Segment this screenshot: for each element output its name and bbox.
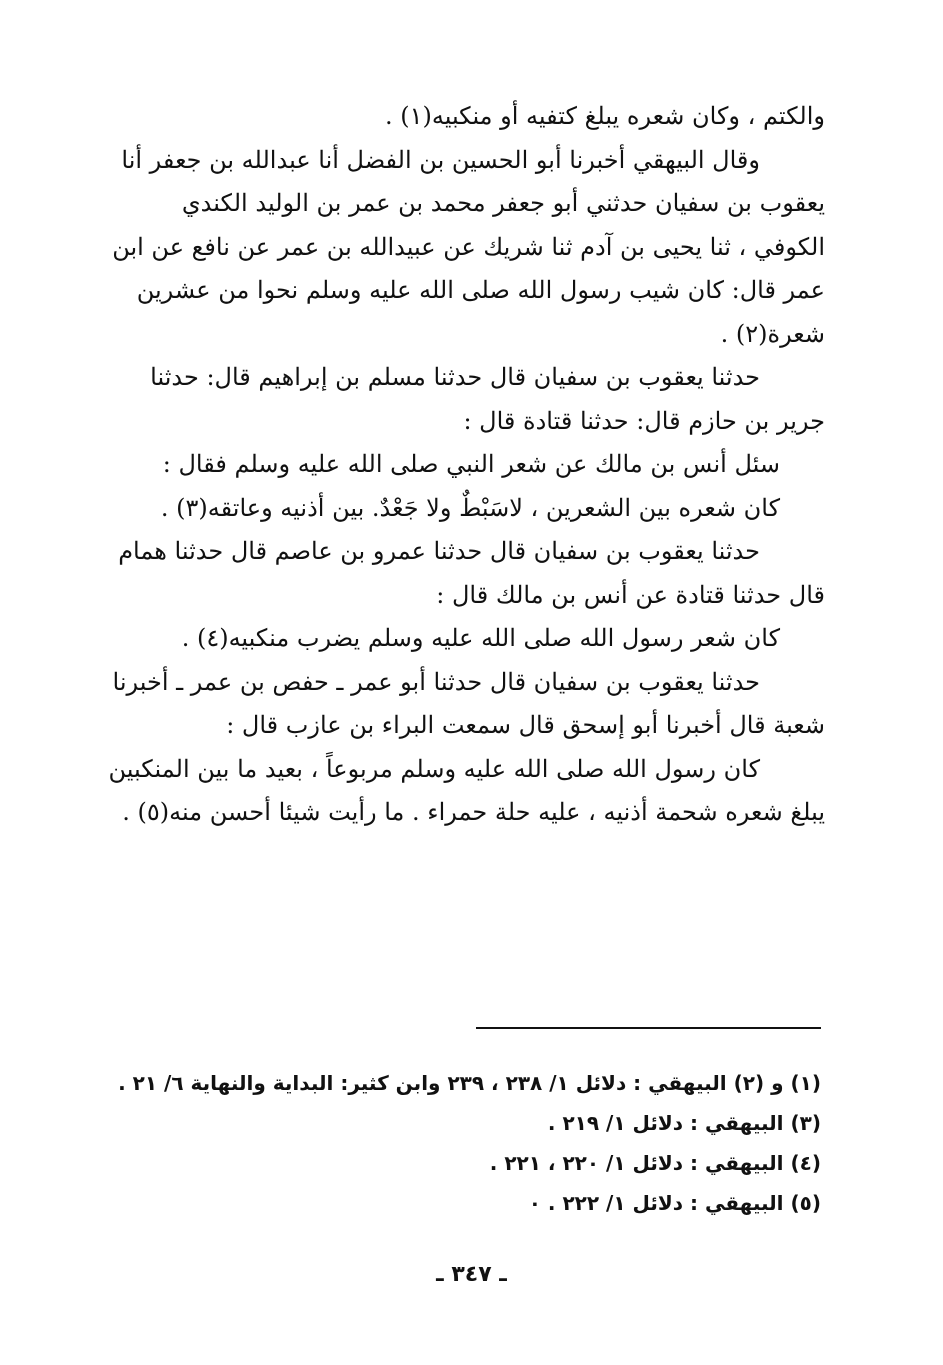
quote-line: كان شعره بين الشعرين ، لاسَبْطٌ ولا جَعْدٌ. بين أذنيه وعاتقه(٣) . <box>160 493 780 522</box>
footnote-item: (٣) البيهقي : دلائل ١/ ٢١٩ . <box>547 1111 821 1135</box>
footnotes-block <box>118 1063 821 1223</box>
text-line: الكوفي ، ثنا يحيى بن آدم ثنا شريك عن عبيدالله بن عمر عن نافع عن ابن <box>112 232 825 261</box>
text-line: شعرة(٢) . <box>720 319 825 348</box>
text-line: حدثنا يعقوب بن سفيان قال حدثنا مسلم بن إبراهيم قال: حدثنا <box>150 363 760 391</box>
text-line: عمر قال: كان شيب رسول الله صلى الله عليه وسلم نحوا من عشرين <box>136 276 825 304</box>
text-line: جرير بن حازم قال: حدثنا قتادة قال : <box>463 406 825 435</box>
text-line: والكتم ، وكان شعره يبلغ كتفيه أو منكبيه(١) . <box>384 102 825 130</box>
footnote-item: (٤) البيهقي : دلائل ١/ ٢٢٠ ، ٢٢١ . <box>489 1151 821 1175</box>
page-number: ـ ٣٤٧ ـ <box>436 1262 507 1287</box>
footnote-item: (١) و (٢) البيهقي : دلائل ١/ ٢٣٨ ، ٢٣٩ وابن كثير: البداية والنهاية ٦/ ٢١ . <box>118 1071 821 1095</box>
main-text-block <box>108 95 825 835</box>
text-line: يعقوب بن سفيان حدثني أبو جعفر محمد بن عمر بن الوليد الكندي <box>181 189 825 217</box>
text-line: حدثنا يعقوب بن سفيان قال حدثنا أبو عمر ـ حفص بن عمر ـ أخبرنا <box>112 667 760 696</box>
text-line: وقال البيهقي أخبرنا أبو الحسين بن الفضل أنا عبدالله بن جعفر أنا <box>121 145 760 174</box>
footnote-divider <box>476 1027 821 1029</box>
text-line: حدثنا يعقوب بن سفيان قال حدثنا عمرو بن عاصم قال حدثنا همام <box>118 537 760 565</box>
quote-line: كان شعر رسول الله صلى الله عليه وسلم يضرب منكبيه(٤) . <box>181 624 780 652</box>
quote-line: سئل أنس بن مالك عن شعر النبي صلى الله عليه وسلم فقال : <box>162 450 780 478</box>
footnote-item: (٥) البيهقي : دلائل ١/ ٢٢٢ . ٠ <box>528 1191 821 1215</box>
text-line: شعبة قال أخبرنا أبو إسحق قال سمعت البراء بن عازب قال : <box>226 711 825 739</box>
quote-line: كان رسول الله صلى الله عليه وسلم مربوعاً ، بعيد ما بين المنكبين <box>108 754 760 783</box>
text-line: يبلغ شعره شحمة أذنيه ، عليه حلة حمراء . ما رأيت شيئا أحسن منه(٥) . <box>122 798 825 826</box>
text-line: قال حدثنا قتادة عن أنس بن مالك قال : <box>436 580 825 609</box>
